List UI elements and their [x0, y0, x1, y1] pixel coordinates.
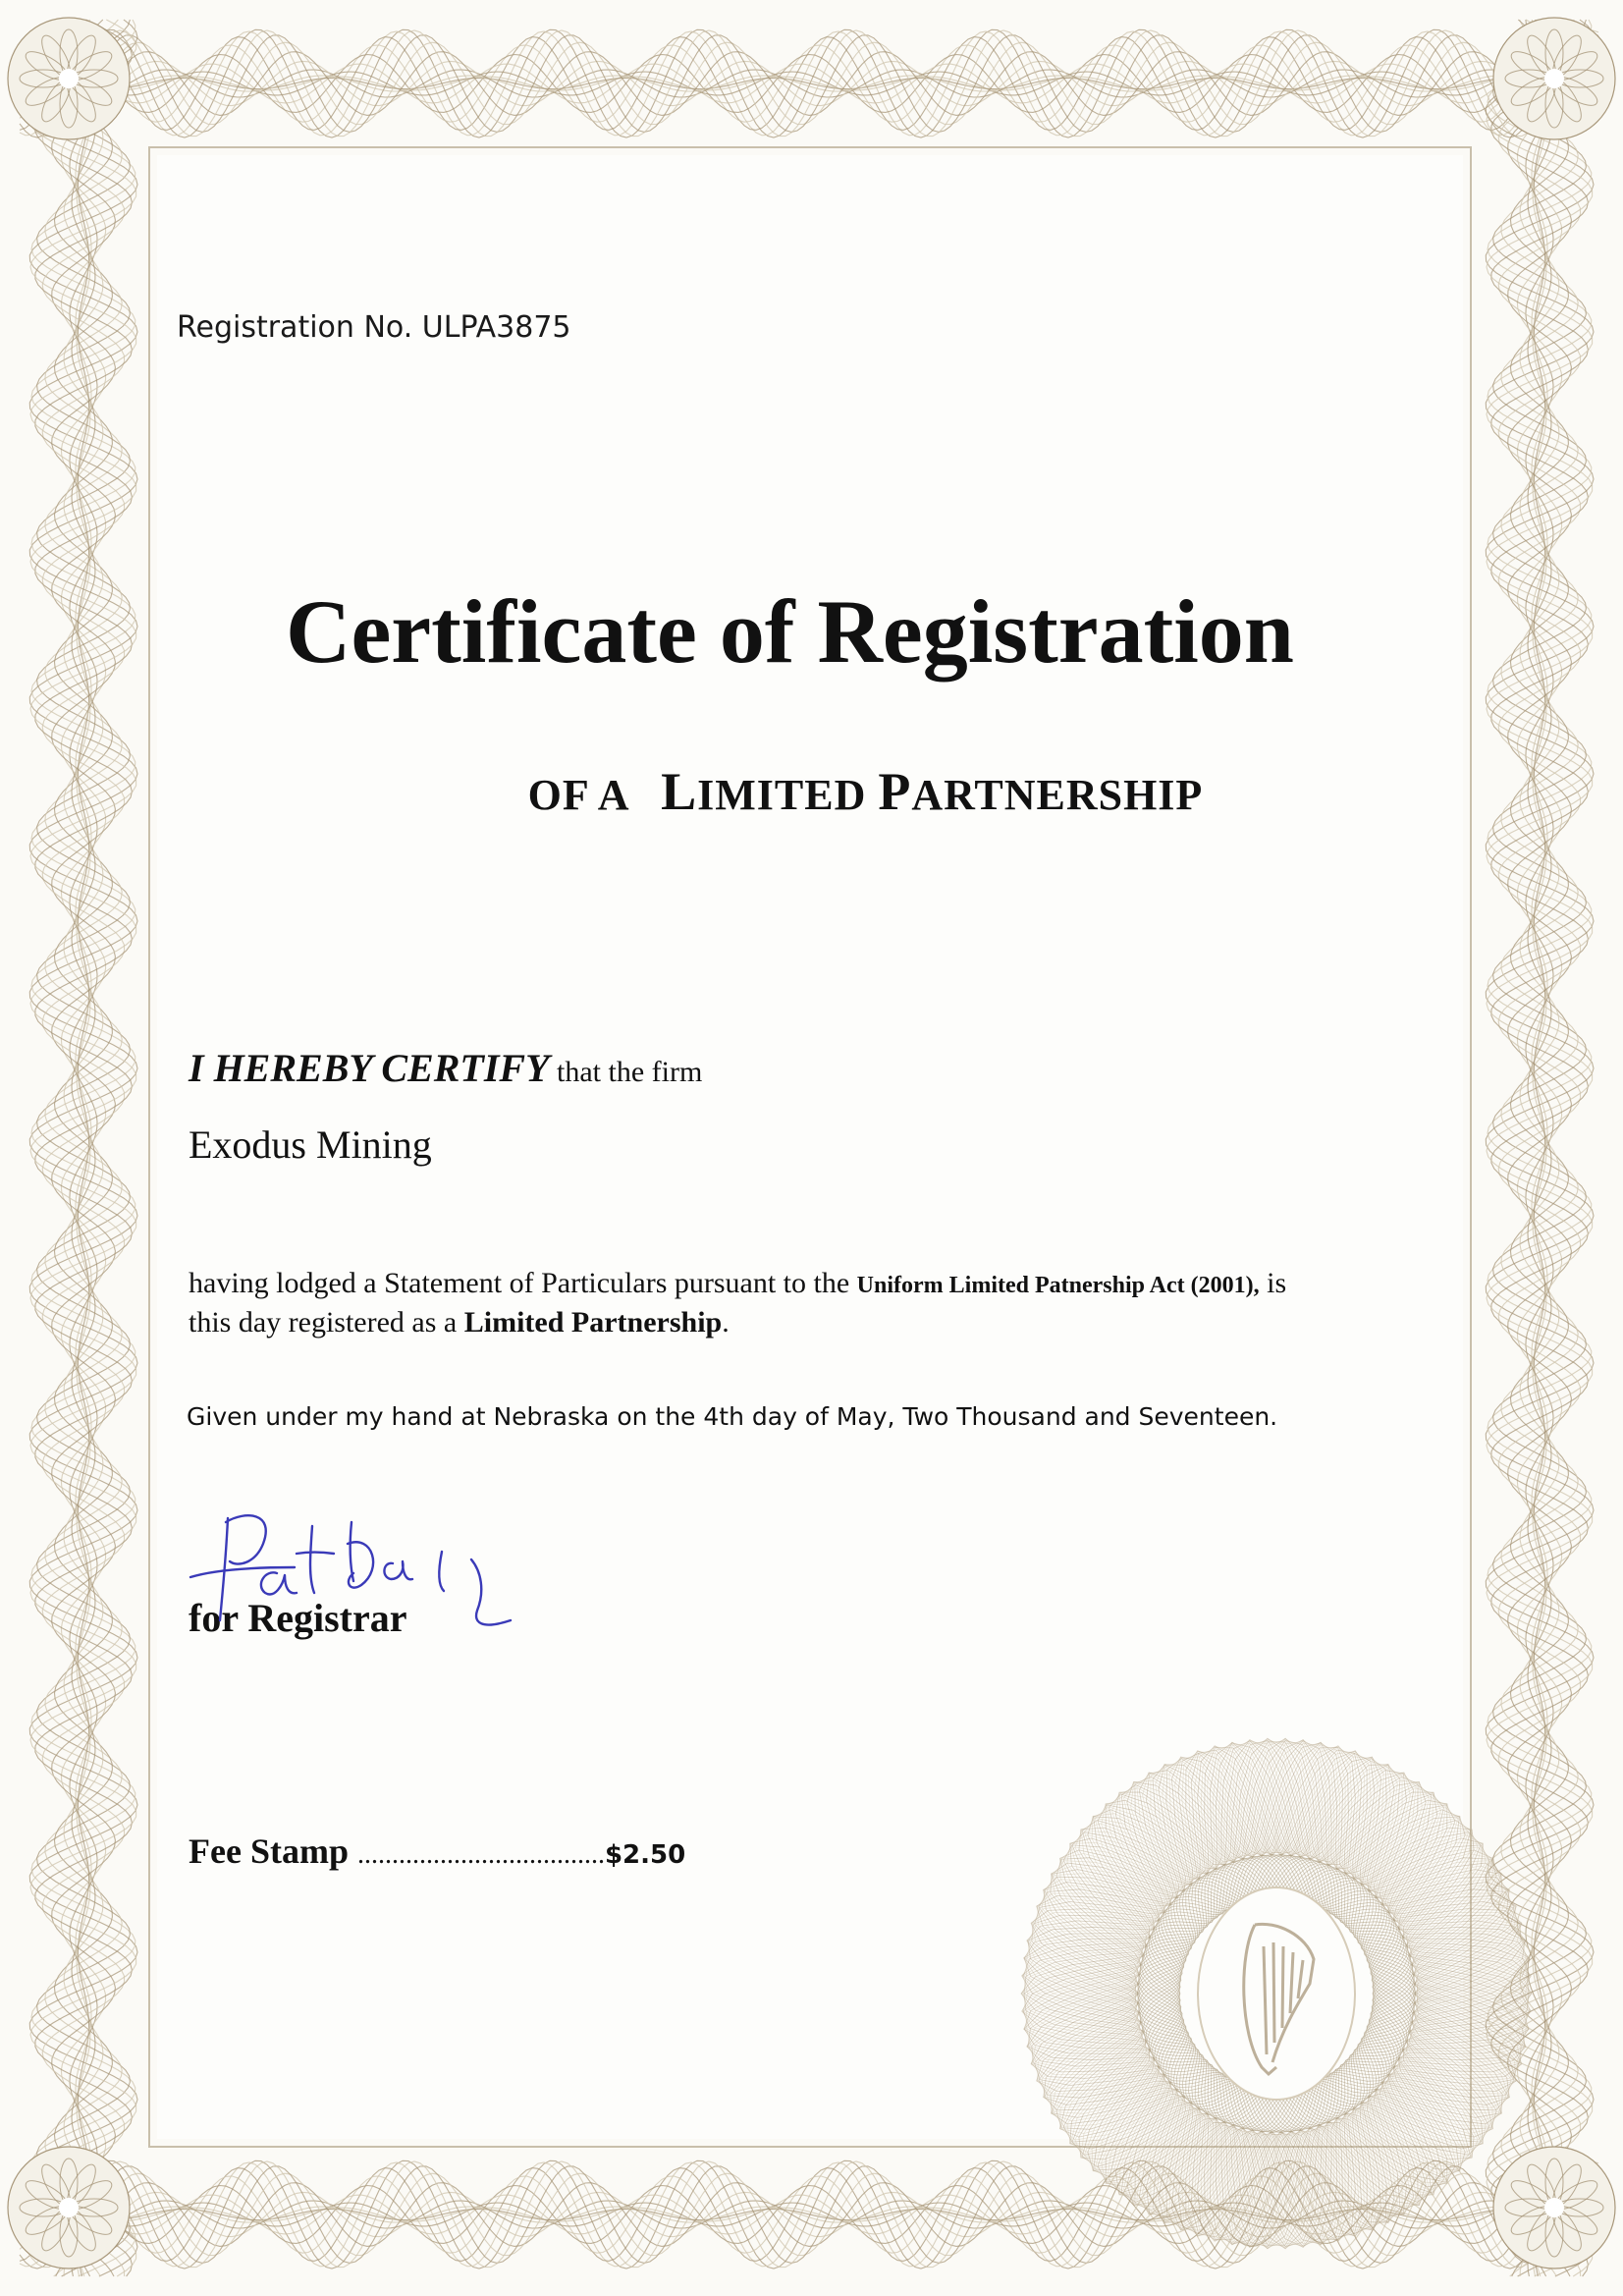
- harp-icon: [1198, 1887, 1355, 2100]
- fee-stamp: [189, 1831, 685, 1872]
- certify-emphasis: I HEREBY CERTIFY: [189, 1046, 550, 1090]
- certificate-subtitle: OF A LIMITED PARTNERSHIP: [527, 762, 1204, 821]
- harp-seal-icon: [982, 1689, 1591, 2278]
- handwritten-signature: [187, 1483, 540, 1679]
- certify-statement: [189, 1045, 702, 1091]
- certify-rest: that the firm: [549, 1056, 703, 1088]
- firm-name: Exodus Mining: [189, 1122, 432, 1167]
- registrar-label: for Registrar: [189, 1596, 407, 1640]
- rosette-icon: [8, 2147, 130, 2269]
- fee-dots: ....................................: [356, 1839, 605, 1870]
- limited-partnership-label: Limited Partnership: [463, 1306, 723, 1339]
- certificate-title: Certificate of Registration: [286, 581, 1294, 682]
- rosette-icon: [1493, 18, 1615, 139]
- given-under-hand: Given under my hand at Nebraska on the 4th day of May, Two Thousand and Seventeen.: [187, 1402, 1278, 1431]
- registration-number: Registration No. ULPA3875: [177, 310, 571, 345]
- act-name: Uniform Limited Patnership Act (2001),: [856, 1273, 1260, 1298]
- rosette-icon: [8, 18, 130, 139]
- fee-amount: $2.50: [604, 1840, 686, 1870]
- fee-label: Fee Stamp: [189, 1831, 357, 1871]
- particulars-statement: having lodged a Statement of Particulars pursuant to the Uniform Limited Patnership Act (2001), is this day registered as a Limited Partnership.: [189, 1267, 1287, 1339]
